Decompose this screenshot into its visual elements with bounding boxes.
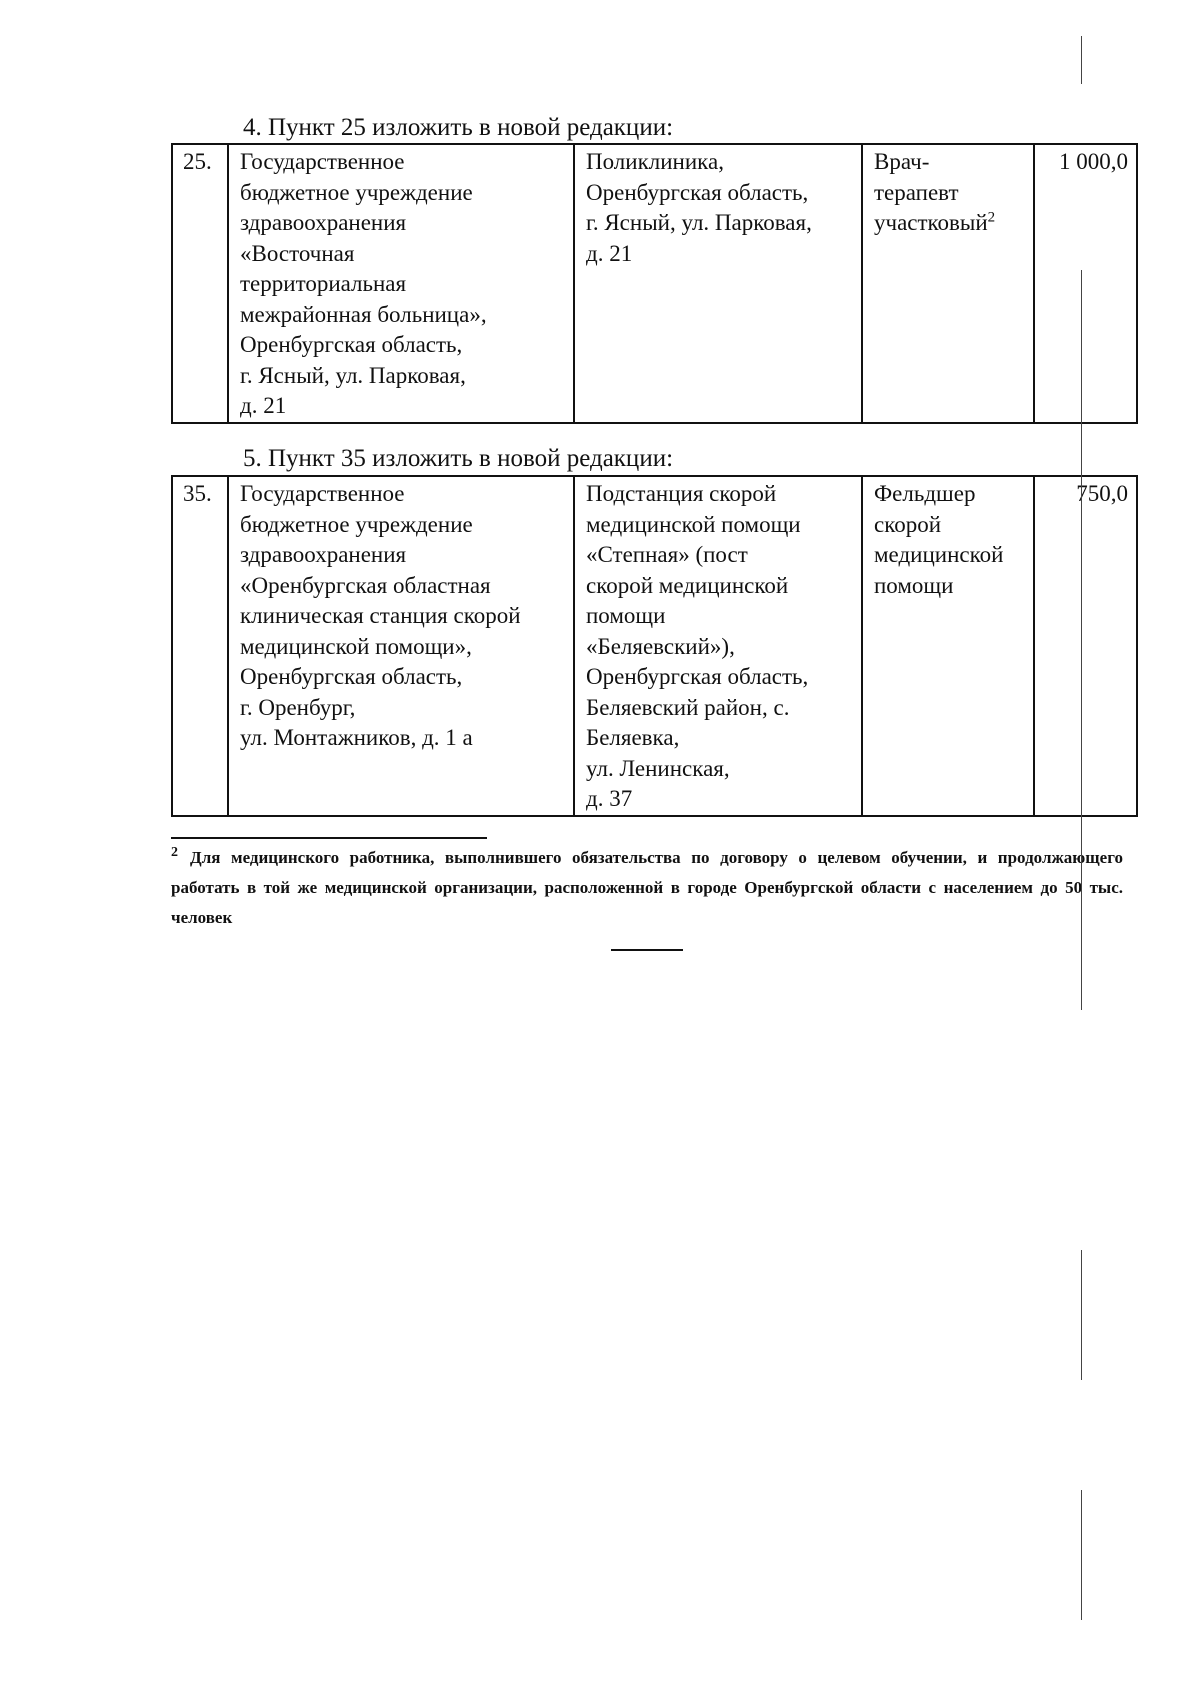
facility-cell: Подстанция скорой медицинской помощи «Степная» (пост скорой медицинской помощи «Беляевский»), Оренбургская область, Беляевский район, с. Беляевка, ул. Ленинская, д. 37 [574, 476, 862, 816]
position-cell [862, 144, 1034, 423]
table-row [172, 144, 1137, 423]
section-4-table [171, 143, 1138, 424]
scan-artifact-line [1081, 270, 1082, 1010]
position-text: Врач- терапевт участковый [874, 149, 988, 235]
section-5-heading: 5. Пункт 35 изложить в новой редакции: [243, 445, 674, 472]
institution-cell: Государственное бюджетное учреждение здравоохранения «Восточная территориальная межрайонная больница», Оренбургская область, г. Ясный, ул. Парковая, д. 21 [228, 144, 574, 423]
section-5-table [171, 475, 1138, 817]
table-row [172, 476, 1137, 816]
footnote-separator [171, 837, 487, 839]
amount-cell: 1 000,0 [1034, 144, 1137, 423]
scan-artifact-line [1081, 1250, 1082, 1380]
scan-artifact-line [1081, 1490, 1082, 1620]
section-4-heading: 4. Пункт 25 изложить в новой редакции: [243, 114, 674, 141]
footnote [171, 843, 1123, 933]
scan-artifact-line [1081, 36, 1082, 84]
end-of-document-rule [611, 949, 683, 951]
footnote-reference: 2 [987, 209, 996, 226]
institution-cell: Государственное бюджетное учреждение здравоохранения «Оренбургская областная клиническая станция скорой медицинской помощи», Оренбургская область, г. Оренбург, ул. Монтажников, д. 1 а [228, 476, 574, 816]
facility-cell: Поликлиника, Оренбургская область, г. Ясный, ул. Парковая, д. 21 [574, 144, 862, 423]
position-cell: Фельдшер скорой медицинской помощи [862, 476, 1034, 816]
amount-cell: 750,0 [1034, 476, 1137, 816]
footnote-text: Для медицинского работника, выполнившего обязательства по договору о целевом обучении, и продолжающего работать в той же медицинской организации, расположенной в городе Оренбургской области с населением до 50 тыс. человек [171, 848, 1123, 927]
item-number-cell: 25. [172, 144, 228, 423]
item-number-cell: 35. [172, 476, 228, 816]
footnote-mark: 2 [171, 845, 178, 861]
